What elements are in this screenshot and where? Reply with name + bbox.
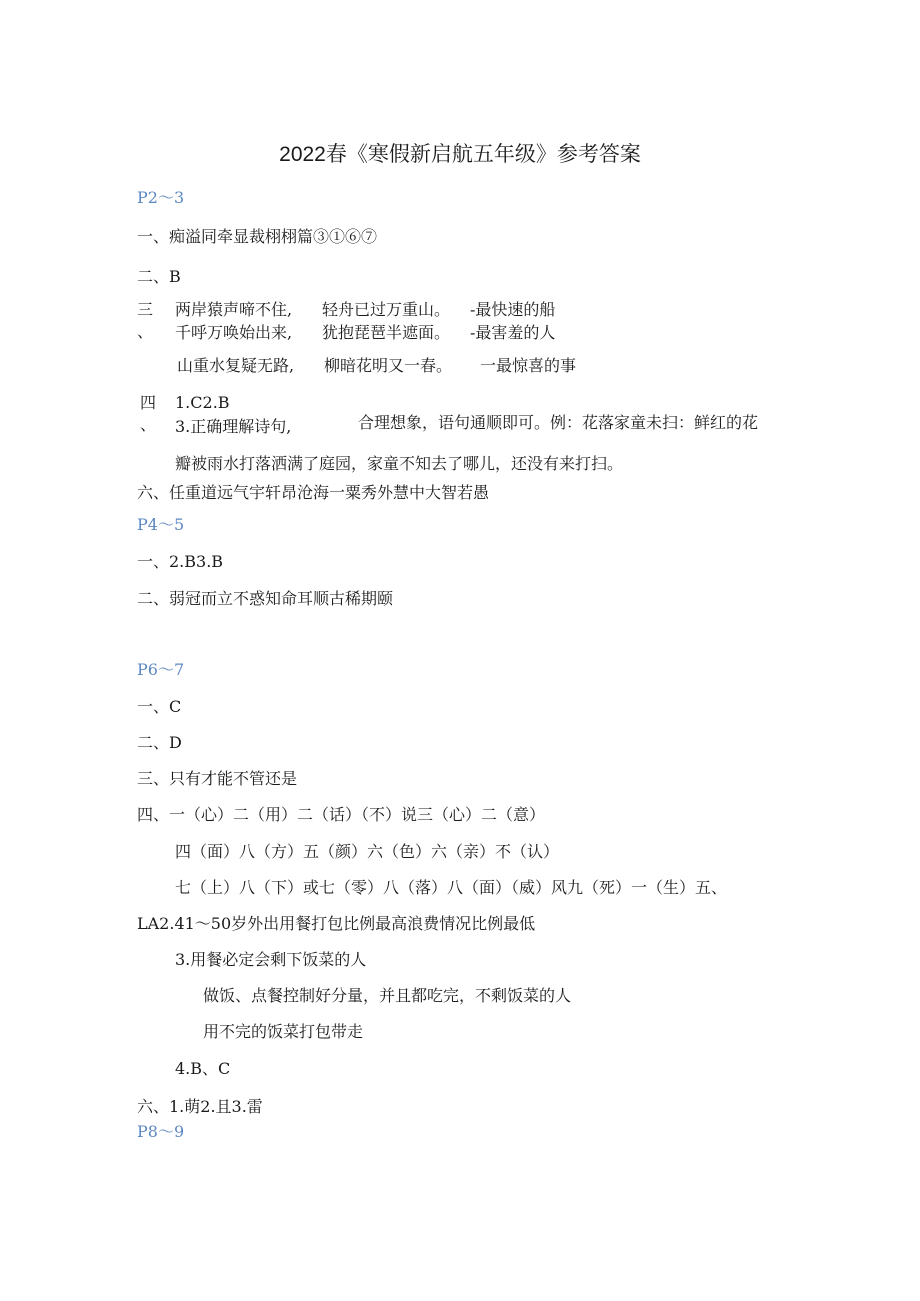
poem-line: 柳暗花明又一春。 <box>324 356 453 375</box>
answer-line: 一、痴溢同牵显裁栩栩篇③①⑥⑦ <box>137 227 378 246</box>
answer-line: 做饭、点餐控制好分量，并且都吃完，不剩饭菜的人 <box>203 986 572 1005</box>
question-label: 三 <box>137 300 154 319</box>
answer-line: 七（上）八（下）或七（零）八（落）八（面）（威）风九（死）一（生）五、 <box>175 878 728 897</box>
question-label: 、 <box>140 415 157 434</box>
page-title: 2022春《寒假新启航五年级》参考答案 <box>279 143 641 166</box>
poem-line: 山重水复疑无路, <box>177 356 295 375</box>
answer-line: 一、C <box>137 697 182 716</box>
poem-line: 犹抱琵琶半遮面。 <box>322 323 451 342</box>
answer-line: 二、弱冠而立不惑知命耳顺古稀期颐 <box>137 589 394 608</box>
poem-line: 两岸猿声啼不住, <box>175 300 293 319</box>
answer-line: 二、B <box>137 267 181 286</box>
poem-match: 一最惊喜的事 <box>480 356 577 375</box>
answer-line: 3.用餐必定会剩下饭菜的人 <box>175 950 367 969</box>
section-heading-p4-5: P4～5 <box>137 515 185 534</box>
poem-match: -最快速的船 <box>470 300 556 319</box>
answer-line: 1.C2.B <box>175 393 230 412</box>
question-label: 、 <box>137 322 154 341</box>
answer-line: 六、1.萌2.且3.雷 <box>137 1097 263 1116</box>
poem-line: 轻舟已过万重山。 <box>322 300 451 319</box>
answer-line: 二、D <box>137 733 182 752</box>
poem-match: -最害羞的人 <box>470 323 556 342</box>
section-heading-p8-9: P8～9 <box>137 1122 185 1141</box>
answer-line: 三、只有才能不管还是 <box>137 769 298 788</box>
answer-line: 四（面）八（方）五（颜）六（色）六（亲）不（认） <box>175 842 560 861</box>
answer-line: 合理想象，语句通顺即可。例：花落家童未扫：鲜红的花 <box>358 413 759 432</box>
answer-line: 瓣被雨水打落洒满了庭园，家童不知去了哪儿，还没有来打扫。 <box>175 454 624 473</box>
poem-line: 千呼万唤始出来, <box>175 323 293 342</box>
answer-line: 4.B、C <box>175 1059 231 1078</box>
answer-line: 用不完的饭菜打包带走 <box>203 1022 364 1041</box>
answer-line: 3.正确理解诗句, <box>175 417 292 436</box>
answer-line: 四、一（心）二（用）二（话）（不）说三（心）二（意） <box>137 805 546 824</box>
question-label: 四 <box>140 393 157 412</box>
answer-line: 六、任重道远气宇轩昂沧海一粟秀外慧中大智若愚 <box>137 483 490 502</box>
answer-line: LA2.41～50岁外出用餐打包比例最高浪费情况比例最低 <box>137 914 536 933</box>
section-heading-p6-7: P6～7 <box>137 660 185 679</box>
section-heading-p2-3: P2～3 <box>137 188 185 207</box>
answer-line: 一、2.B3.B <box>137 552 224 571</box>
